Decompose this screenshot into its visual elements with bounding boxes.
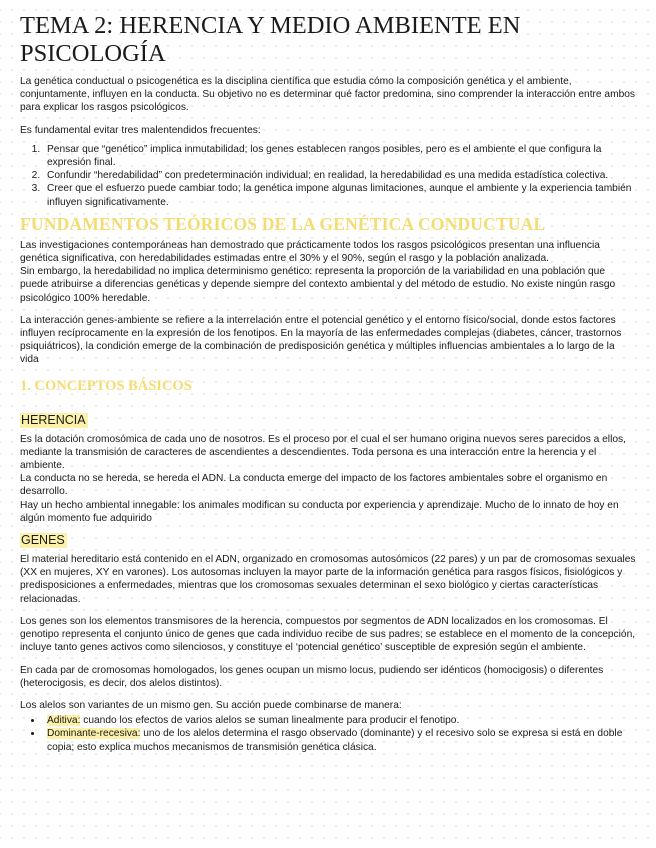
herencia-paragraph-1: Es la dotación cromosómica de cada uno de nosotros. Es el proceso por el cual el ser humano origina nuevos seres parecidos a ellos, mediante la transmisión de caracteres de ascendientes a descendientes. Toda persona es una interacción entre la herencia y el ambiente. [20, 433, 626, 472]
subsection-title: 1. CONCEPTOS BÁSICOS [20, 377, 192, 394]
genes-paragraph-2: Los genes son los elementos transmisores de la herencia, compuestos por segmentos de ADN localizados en los cromosomas. El genotipo representa el conjunto único de genes que cada individuo recibe de sus padres; se establece en el momento de la concepción, incluye tanto genes activos como silenciosos, y constituye el ‘potencial genético’ susceptible de expresión según el ambiente. [20, 615, 636, 654]
misconceptions-list [20, 143, 636, 209]
genes-heading: GENES [21, 533, 65, 548]
allele-description: uno de los alelos determina el rasgo observado (dominante) y el recesivo solo se expresa si está en doble copia; esto explica muchos mecanismos de transmisión genética clásica. [47, 728, 623, 753]
herencia-heading: HERENCIA [21, 412, 86, 427]
section-title: FUNDAMENTOS TEÓRICOS DE LA GENÉTICA CONDUCTUAL [20, 213, 546, 234]
genes-paragraph-1: El material hereditario está contenido en el ADN, organizado en cromosomas autosómicos (22 pares) y un par de cromosomas sexuales (XX en mujeres, XY en varones). Los autosomas incluyen la mayor parte de la información genética para rasgos físicos, fisiológicos y predisposiciones a enfermedades, mientras que los cromosomas sexuales determinan el sexo biológico y ciertas características relacionadas. [20, 554, 636, 605]
allele-term: Dominante-recesiva: [47, 728, 141, 740]
list-item: 1. Pensar que “genético” implica inmutabilidad; los genes establecen rangos posibles, pero es el ambiente el que configura la expresión final. [43, 143, 636, 169]
herencia-paragraph-2: La conducta no se hereda, se hereda el ADN. La conducta emerge del impacto de los factores ambientales sobre el organismo en desarrollo. [20, 473, 608, 498]
list-item [43, 727, 636, 753]
allele-description: cuando los efectos de varios alelos se suman linealmente para producir el fenotipo. [80, 715, 460, 727]
genes-paragraph-3: En cada par de cromosomas homologados, los genes ocupan un mismo locus, pudiendo ser idénticos (homocigosis) o diferentes (heterocigosis, es decir, dos alelos distintos). [20, 664, 604, 689]
allele-term: Aditiva: [47, 715, 81, 727]
list-item [43, 714, 636, 727]
fundamentos-paragraph-2: Sin embargo, la heredabilidad no implica determinismo genético: representa la proporción de la variabilidad en una población que puede atribuirse a diferencias genéticas y depende siempre del contexto ambiental y del método de estudio. No existe ningún rasgo psicológico 100% heredable. [20, 266, 616, 304]
misconceptions-lead: Es fundamental evitar tres malentendidos frecuentes: [20, 124, 261, 136]
fundamentos-paragraph-1: Las investigaciones contemporáneas han demostrado que prácticamente todos los rasgos psicológicos presentan una influencia genética significativa, con heredabilidades estimadas entre el 30% y el 90%, según el rasgo y la población analizada. [20, 239, 600, 265]
fundamentos-paragraph-3: La interacción genes-ambiente se refiere a la interrelación entre el potencial genético y el entorno físico/social, donde estos factores influyen recíprocamente en la expresión de los fenotipos. En la mayoría de las enfermedades complejas (diabetes, cáncer, trastornos psiquiátricos), la condición emerge de la combinación de predisposición genética y múltiples influencias ambientales a lo largo de la vida [20, 314, 622, 366]
intro-paragraph: La genética conductual o psicogenética es la disciplina científica que estudia cómo la composición genética y el ambiente, conjuntamente, influyen en la conducta. Su objetivo no es determinar qué factor predomina, sino comprender la interacción entre ambos para explicar los rasgos psicológicos. [20, 76, 636, 114]
list-item: 3. Creer que el esfuerzo puede cambiar todo; la genética impone algunas limitaciones, aunque el ambiente y la experiencia también influyen significativamente. [43, 182, 636, 208]
page-title: TEMA 2: HERENCIA Y MEDIO AMBIENTE EN PSICOLOGÍA [20, 12, 521, 67]
list-item: 2. Confundir “heredabilidad” con predeterminación individual; en realidad, la heredabilidad es una medida estadística colectiva. [43, 169, 636, 182]
genes-paragraph-4: Los alelos son variantes de un mismo gen. Su acción puede combinarse de manera: [20, 699, 402, 711]
alleles-list [20, 714, 636, 754]
herencia-paragraph-3: Hay un hecho ambiental innegable: los animales modifican su conducta por experiencia y aprendizaje. Mucho de lo innato de hoy en algún momento fue adquirido [20, 499, 619, 524]
document-page [20, 12, 636, 754]
